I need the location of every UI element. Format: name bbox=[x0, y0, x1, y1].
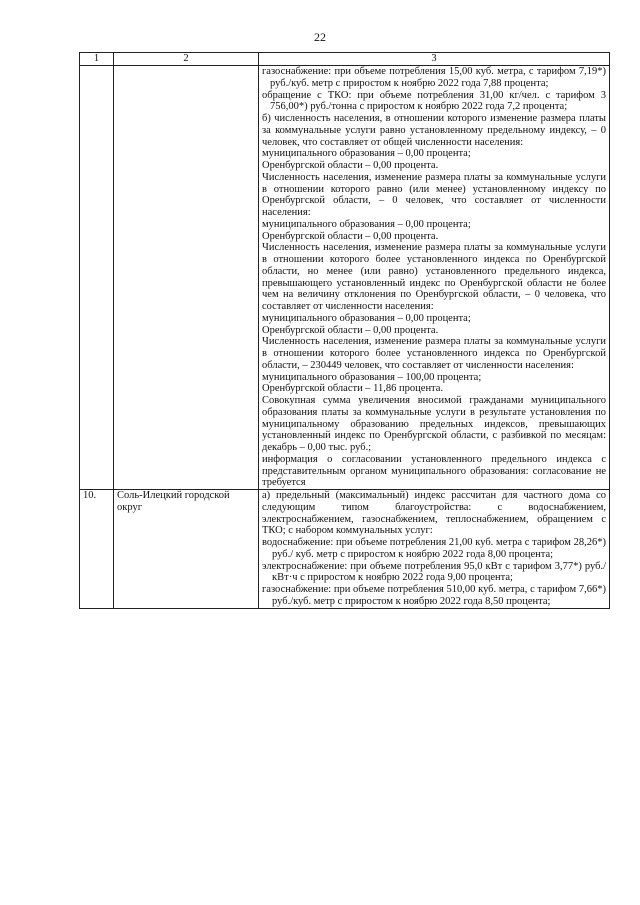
table-row-10 bbox=[80, 490, 610, 609]
paragraph-share-municipality: муниципального образования – 0,00 процента; bbox=[262, 218, 471, 230]
paragraph-share-region: Оренбургской области – 0,00 процента. bbox=[262, 160, 439, 171]
paragraph-approval-info: информация о согласовании установленного предельного индекса с представительным органом муниципального образования: согласование не требуется bbox=[262, 453, 606, 489]
details-cell bbox=[259, 66, 610, 490]
row-number-cell: 10. bbox=[80, 490, 114, 609]
paragraph-gas-supply: газоснабжение: при объеме потребления 15,00 куб. метра, с тарифом 7,19*) руб./куб. метр с приростом к ноябрю 2022 года 7,88 процента; bbox=[262, 66, 606, 89]
paragraph-share-region: Оренбургской области – 0,00 процента. bbox=[262, 230, 439, 242]
index-table bbox=[79, 52, 610, 609]
details-cell bbox=[259, 490, 610, 609]
paragraph-total-increase: Совокупная сумма увеличения вносимой гражданами муниципального образования платы за коммунальные услуги в результате установления по муниципальному образованию предельных индексов, превышающих установленный индекс по Оренбургской области, с разбивкой по месяцам: декабрь – 0,00 тыс. руб.; bbox=[262, 395, 606, 453]
paragraph-share-municipality: муниципального образования – 0,00 процента; bbox=[262, 312, 471, 324]
paragraph-population-below: Численность населения, изменение размера платы за коммунальные услуги в отношении которого равно (или менее) установленному индексу по Оренбургской области, – 0 человек, что составляет от численности населения: bbox=[262, 171, 606, 218]
column-header-3: 3 bbox=[259, 53, 610, 66]
paragraph-population-above: Численность населения, изменение размера платы за коммунальные услуги в отношении которого более установленного индекса по Оренбургской области, – 230449 человек, что составляет от численности населения: bbox=[262, 336, 606, 371]
row-number-cell bbox=[80, 66, 114, 490]
paragraph-population-between: Численность населения, изменение размера платы за коммунальные услуги в отношении которого более установленного индекса по Оренбургской области, но менее (или равно) установленного предельного индекса, превышающего установленный индекс по Оренбургской области не более чем на величину отклонения по Оренбургской области, – 0 человека, что составляет от численности населения: bbox=[262, 242, 606, 312]
paragraph-share-municipality: муниципального образования – 100,00 процента; bbox=[262, 371, 482, 383]
column-header-1: 1 bbox=[80, 53, 114, 66]
paragraph-electricity-supply: электроснабжение: при объеме потребления 95,0 кВт с тарифом 3,77*) руб./кВт·ч с приростом к ноябрю 2022 года 9,00 процента; bbox=[262, 560, 606, 584]
table-row-continued bbox=[80, 66, 610, 490]
paragraph-population-equal: б) численность населения, в отношении которого изменение размера платы за коммунальные услуги равно установленному предельному индексу, – 0 человек, что составляет от общей численности населения: bbox=[262, 113, 606, 148]
page-number: 22 bbox=[314, 30, 326, 44]
municipality-cell bbox=[114, 66, 259, 490]
table-header-row bbox=[80, 53, 610, 66]
paragraph-share-region: Оренбургской области – 11,86 процента. bbox=[262, 383, 444, 395]
paragraph-waste-handling: обращение с ТКО: при объеме потребления 31,00 кг/чел. с тарифом 3 756,00*) руб./тонна с приростом к ноябрю 2022 года 7,2 процента; bbox=[262, 89, 606, 113]
column-header-2: 2 bbox=[114, 53, 259, 66]
municipality-cell: Соль-Илецкий городской округ bbox=[114, 490, 259, 609]
paragraph-share-region: Оренбургской области – 0,00 процента. bbox=[262, 324, 439, 336]
paragraph-gas-supply: газоснабжение: при объеме потребления 510,00 куб. метра, с тарифом 7,66*) руб./куб. метр с приростом к ноябрю 2022 года 8,50 процента; bbox=[262, 584, 606, 607]
paragraph-water-supply: водоснабжение: при объеме потребления 21,00 куб. метра с тарифом 28,26*) руб./ куб. метр с приростом к ноябрю 2022 года 8,00 процента; bbox=[262, 537, 606, 560]
paragraph-index-description: а) предельный (максимальный) индекс рассчитан для частного дома со следующим типом благоустройства: с водоснабжением, электроснабжением, газоснабжением, теплоснабжением, обращением с ТКО; с набором коммунальных услуг: bbox=[262, 490, 606, 537]
paragraph-share-municipality: муниципального образования – 0,00 процента; bbox=[262, 148, 471, 160]
